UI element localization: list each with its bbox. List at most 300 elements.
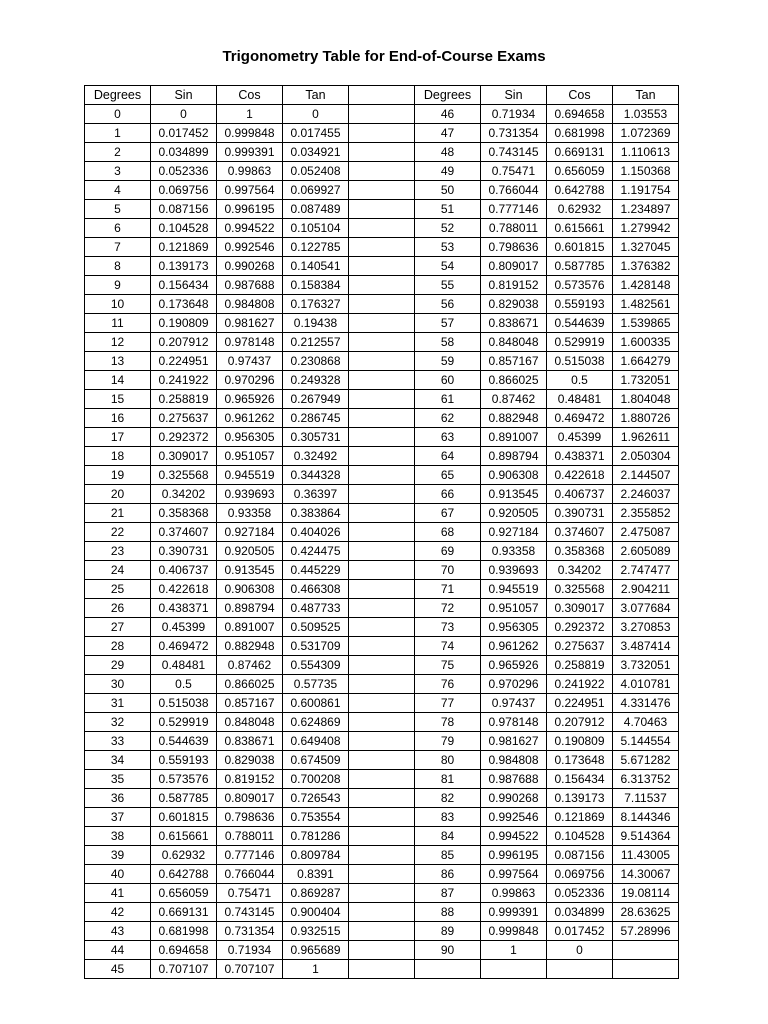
table-row — [85, 960, 679, 979]
left-tan-cell: 0.869287 — [283, 884, 349, 903]
right-degrees-cell: 49 — [415, 162, 481, 181]
right-sin-cell: 0.970296 — [481, 675, 547, 694]
left-cos-cell: 0.984808 — [217, 295, 283, 314]
table-row — [85, 409, 679, 428]
right-sin-cell: 0.965926 — [481, 656, 547, 675]
right-cos-cell: 0.309017 — [547, 599, 613, 618]
left-degrees-cell: 1 — [85, 124, 151, 143]
right-degrees-cell: 78 — [415, 713, 481, 732]
right-degrees-cell: 61 — [415, 390, 481, 409]
right-cos-cell: 0.017452 — [547, 922, 613, 941]
right-tan-cell: 14.30067 — [613, 865, 679, 884]
right-degrees-cell: 51 — [415, 200, 481, 219]
gap-cell — [349, 333, 415, 352]
left-degrees-cell: 41 — [85, 884, 151, 903]
right-sin-cell: 0.819152 — [481, 276, 547, 295]
left-cos-cell: 0.838671 — [217, 732, 283, 751]
right-cos-cell: 0.052336 — [547, 884, 613, 903]
right-tan-cell: 4.010781 — [613, 675, 679, 694]
left-degrees-cell: 17 — [85, 428, 151, 447]
left-cos-cell: 0.882948 — [217, 637, 283, 656]
right-sin-cell: 0.920505 — [481, 504, 547, 523]
left-cos-cell: 0.906308 — [217, 580, 283, 599]
right-tan-cell: 2.904211 — [613, 580, 679, 599]
left-sin-cell: 0.241922 — [151, 371, 217, 390]
gap-cell — [349, 599, 415, 618]
left-cos-cell: 0.788011 — [217, 827, 283, 846]
left-sin-cell: 0.529919 — [151, 713, 217, 732]
right-tan-cell: 1.962611 — [613, 428, 679, 447]
table-row — [85, 656, 679, 675]
left-sin-cell: 0.681998 — [151, 922, 217, 941]
left-tan-cell: 0.932515 — [283, 922, 349, 941]
table-row — [85, 162, 679, 181]
left-cos-cell: 0.829038 — [217, 751, 283, 770]
left-cos-cell: 0.87462 — [217, 656, 283, 675]
left-tan-cell: 0.781286 — [283, 827, 349, 846]
right-cos-cell: 0.681998 — [547, 124, 613, 143]
right-tan-cell: 2.747477 — [613, 561, 679, 580]
right-cos-cell: 0.669131 — [547, 143, 613, 162]
right-tan-cell: 2.050304 — [613, 447, 679, 466]
left-sin-cell: 0.48481 — [151, 656, 217, 675]
right-tan-cell: 11.43005 — [613, 846, 679, 865]
left-cos-cell: 0.970296 — [217, 371, 283, 390]
right-degrees-cell: 82 — [415, 789, 481, 808]
header-cos-right: Cos — [547, 86, 613, 105]
left-degrees-cell: 8 — [85, 257, 151, 276]
gap-cell — [349, 162, 415, 181]
left-sin-cell: 0.207912 — [151, 333, 217, 352]
left-cos-cell: 0.97437 — [217, 352, 283, 371]
left-tan-cell: 0 — [283, 105, 349, 124]
right-tan-cell: 1.110613 — [613, 143, 679, 162]
right-tan-cell: 3.732051 — [613, 656, 679, 675]
left-sin-cell: 0.292372 — [151, 428, 217, 447]
table-row — [85, 732, 679, 751]
left-tan-cell: 0.965689 — [283, 941, 349, 960]
right-degrees-cell: 62 — [415, 409, 481, 428]
gap-cell — [349, 314, 415, 333]
right-sin-cell: 0.992546 — [481, 808, 547, 827]
left-tan-cell: 0.305731 — [283, 428, 349, 447]
gap-cell — [349, 960, 415, 979]
right-tan-cell: 19.08114 — [613, 884, 679, 903]
left-degrees-cell: 7 — [85, 238, 151, 257]
table-row — [85, 770, 679, 789]
table-row — [85, 542, 679, 561]
right-sin-cell — [481, 960, 547, 979]
right-degrees-cell: 89 — [415, 922, 481, 941]
table-row — [85, 200, 679, 219]
left-cos-cell: 0.981627 — [217, 314, 283, 333]
header-tan-right: Tan — [613, 86, 679, 105]
right-tan-cell — [613, 941, 679, 960]
right-cos-cell: 0.642788 — [547, 181, 613, 200]
right-sin-cell: 0.71934 — [481, 105, 547, 124]
table-row — [85, 238, 679, 257]
left-degrees-cell: 38 — [85, 827, 151, 846]
gap-cell — [349, 675, 415, 694]
gap-cell — [349, 808, 415, 827]
right-cos-cell: 0.190809 — [547, 732, 613, 751]
right-degrees-cell: 52 — [415, 219, 481, 238]
right-cos-cell: 0.544639 — [547, 314, 613, 333]
left-tan-cell: 0.034921 — [283, 143, 349, 162]
right-degrees-cell: 72 — [415, 599, 481, 618]
table-row — [85, 789, 679, 808]
right-degrees-cell: 67 — [415, 504, 481, 523]
left-degrees-cell: 24 — [85, 561, 151, 580]
right-degrees-cell: 46 — [415, 105, 481, 124]
right-cos-cell: 0.104528 — [547, 827, 613, 846]
right-sin-cell: 0.913545 — [481, 485, 547, 504]
left-degrees-cell: 25 — [85, 580, 151, 599]
gap-cell — [349, 485, 415, 504]
left-tan-cell: 0.753554 — [283, 808, 349, 827]
left-sin-cell: 0.190809 — [151, 314, 217, 333]
left-cos-cell: 0.956305 — [217, 428, 283, 447]
left-degrees-cell: 14 — [85, 371, 151, 390]
left-degrees-cell: 30 — [85, 675, 151, 694]
gap-cell — [349, 105, 415, 124]
left-degrees-cell: 6 — [85, 219, 151, 238]
right-sin-cell: 0.891007 — [481, 428, 547, 447]
header-degrees-right: Degrees — [415, 86, 481, 105]
header-sin-left: Sin — [151, 86, 217, 105]
gap-cell — [349, 713, 415, 732]
right-tan-cell: 3.077684 — [613, 599, 679, 618]
right-degrees-cell: 79 — [415, 732, 481, 751]
right-sin-cell: 0.956305 — [481, 618, 547, 637]
left-tan-cell: 1 — [283, 960, 349, 979]
left-degrees-cell: 28 — [85, 637, 151, 656]
gap-cell — [349, 181, 415, 200]
table-row — [85, 618, 679, 637]
left-cos-cell: 0.707107 — [217, 960, 283, 979]
gap-cell — [349, 542, 415, 561]
gap-cell — [349, 618, 415, 637]
right-sin-cell: 0.997564 — [481, 865, 547, 884]
right-sin-cell: 0.994522 — [481, 827, 547, 846]
right-tan-cell: 6.313752 — [613, 770, 679, 789]
gap-cell — [349, 580, 415, 599]
left-cos-cell: 0.920505 — [217, 542, 283, 561]
left-sin-cell: 0.544639 — [151, 732, 217, 751]
left-tan-cell: 0.122785 — [283, 238, 349, 257]
left-degrees-cell: 20 — [85, 485, 151, 504]
table-row — [85, 181, 679, 200]
left-tan-cell: 0.140541 — [283, 257, 349, 276]
gap-cell — [349, 789, 415, 808]
left-degrees-cell: 4 — [85, 181, 151, 200]
right-sin-cell: 0.945519 — [481, 580, 547, 599]
right-cos-cell: 0.438371 — [547, 447, 613, 466]
right-degrees-cell: 76 — [415, 675, 481, 694]
table-row — [85, 390, 679, 409]
right-tan-cell: 2.605089 — [613, 542, 679, 561]
table-row — [85, 523, 679, 542]
right-degrees-cell: 71 — [415, 580, 481, 599]
table-row — [85, 941, 679, 960]
left-degrees-cell: 37 — [85, 808, 151, 827]
right-degrees-cell: 80 — [415, 751, 481, 770]
table-row — [85, 447, 679, 466]
right-sin-cell: 0.996195 — [481, 846, 547, 865]
left-tan-cell: 0.087489 — [283, 200, 349, 219]
right-sin-cell: 0.906308 — [481, 466, 547, 485]
right-cos-cell: 0.121869 — [547, 808, 613, 827]
left-degrees-cell: 27 — [85, 618, 151, 637]
left-sin-cell: 0.121869 — [151, 238, 217, 257]
right-tan-cell: 1.804048 — [613, 390, 679, 409]
table-body — [85, 105, 679, 979]
left-tan-cell: 0.176327 — [283, 295, 349, 314]
right-degrees-cell: 54 — [415, 257, 481, 276]
left-cos-cell: 0.866025 — [217, 675, 283, 694]
right-sin-cell: 0.743145 — [481, 143, 547, 162]
left-sin-cell: 0.422618 — [151, 580, 217, 599]
right-tan-cell: 2.144507 — [613, 466, 679, 485]
left-tan-cell: 0.36397 — [283, 485, 349, 504]
gap-cell — [349, 390, 415, 409]
gap-cell — [349, 124, 415, 143]
table-row — [85, 485, 679, 504]
table-row — [85, 504, 679, 523]
right-tan-cell: 1.428148 — [613, 276, 679, 295]
right-sin-cell: 0.99863 — [481, 884, 547, 903]
right-cos-cell: 0.374607 — [547, 523, 613, 542]
table-row — [85, 561, 679, 580]
gap-cell — [349, 428, 415, 447]
left-sin-cell: 0.62932 — [151, 846, 217, 865]
right-tan-cell: 4.331476 — [613, 694, 679, 713]
left-cos-cell: 0.965926 — [217, 390, 283, 409]
right-cos-cell: 0.224951 — [547, 694, 613, 713]
left-tan-cell: 0.230868 — [283, 352, 349, 371]
right-cos-cell: 0.034899 — [547, 903, 613, 922]
left-degrees-cell: 26 — [85, 599, 151, 618]
left-degrees-cell: 18 — [85, 447, 151, 466]
left-cos-cell: 0.987688 — [217, 276, 283, 295]
left-tan-cell: 0.487733 — [283, 599, 349, 618]
right-cos-cell: 0.241922 — [547, 675, 613, 694]
right-cos-cell: 0.139173 — [547, 789, 613, 808]
right-tan-cell: 28.63625 — [613, 903, 679, 922]
left-sin-cell: 0.139173 — [151, 257, 217, 276]
right-sin-cell: 0.866025 — [481, 371, 547, 390]
right-cos-cell: 0.422618 — [547, 466, 613, 485]
right-sin-cell: 0.766044 — [481, 181, 547, 200]
left-degrees-cell: 13 — [85, 352, 151, 371]
left-cos-cell: 0.999848 — [217, 124, 283, 143]
left-tan-cell: 0.383864 — [283, 504, 349, 523]
right-degrees-cell: 75 — [415, 656, 481, 675]
gap-cell — [349, 409, 415, 428]
left-cos-cell: 0.71934 — [217, 941, 283, 960]
left-sin-cell: 0.173648 — [151, 295, 217, 314]
page-title: Trigonometry Table for End-of-Course Exams — [222, 48, 546, 65]
left-sin-cell: 0.224951 — [151, 352, 217, 371]
right-degrees-cell: 69 — [415, 542, 481, 561]
left-sin-cell: 0.406737 — [151, 561, 217, 580]
left-sin-cell: 0.515038 — [151, 694, 217, 713]
right-sin-cell: 0.882948 — [481, 409, 547, 428]
table-row — [85, 295, 679, 314]
gap-cell — [349, 466, 415, 485]
gap-cell — [349, 238, 415, 257]
left-tan-cell: 0.531709 — [283, 637, 349, 656]
right-tan-cell: 3.270853 — [613, 618, 679, 637]
right-degrees-cell: 86 — [415, 865, 481, 884]
right-tan-cell: 1.600335 — [613, 333, 679, 352]
right-cos-cell: 0.615661 — [547, 219, 613, 238]
table-row — [85, 143, 679, 162]
left-cos-cell: 1 — [217, 105, 283, 124]
header-degrees-left: Degrees — [85, 86, 151, 105]
header-cos-left: Cos — [217, 86, 283, 105]
header-tan-left: Tan — [283, 86, 349, 105]
left-sin-cell: 0.559193 — [151, 751, 217, 770]
left-tan-cell: 0.649408 — [283, 732, 349, 751]
left-degrees-cell: 31 — [85, 694, 151, 713]
right-cos-cell: 0.156434 — [547, 770, 613, 789]
table-row — [85, 466, 679, 485]
right-cos-cell: 0.275637 — [547, 637, 613, 656]
left-sin-cell: 0 — [151, 105, 217, 124]
table-row — [85, 371, 679, 390]
right-sin-cell: 0.731354 — [481, 124, 547, 143]
table-row — [85, 428, 679, 447]
left-cos-cell: 0.939693 — [217, 485, 283, 504]
table-row — [85, 846, 679, 865]
left-cos-cell: 0.992546 — [217, 238, 283, 257]
table-row — [85, 333, 679, 352]
left-tan-cell: 0.286745 — [283, 409, 349, 428]
left-degrees-cell: 40 — [85, 865, 151, 884]
right-tan-cell: 1.072369 — [613, 124, 679, 143]
right-sin-cell: 0.984808 — [481, 751, 547, 770]
left-tan-cell: 0.158384 — [283, 276, 349, 295]
left-degrees-cell: 21 — [85, 504, 151, 523]
left-tan-cell: 0.404026 — [283, 523, 349, 542]
table-row — [85, 599, 679, 618]
left-sin-cell: 0.309017 — [151, 447, 217, 466]
right-degrees-cell: 90 — [415, 941, 481, 960]
gap-cell — [349, 143, 415, 162]
right-sin-cell: 0.999391 — [481, 903, 547, 922]
right-tan-cell: 1.664279 — [613, 352, 679, 371]
table-row — [85, 276, 679, 295]
right-sin-cell: 0.838671 — [481, 314, 547, 333]
left-tan-cell: 0.600861 — [283, 694, 349, 713]
gap-cell — [349, 371, 415, 390]
left-degrees-cell: 45 — [85, 960, 151, 979]
left-sin-cell: 0.615661 — [151, 827, 217, 846]
left-tan-cell: 0.19438 — [283, 314, 349, 333]
right-tan-cell: 1.234897 — [613, 200, 679, 219]
right-degrees-cell: 77 — [415, 694, 481, 713]
right-cos-cell: 0.258819 — [547, 656, 613, 675]
left-sin-cell: 0.258819 — [151, 390, 217, 409]
left-sin-cell: 0.669131 — [151, 903, 217, 922]
left-cos-cell: 0.798636 — [217, 808, 283, 827]
right-degrees-cell: 56 — [415, 295, 481, 314]
right-degrees-cell: 87 — [415, 884, 481, 903]
right-tan-cell: 2.246037 — [613, 485, 679, 504]
table-row — [85, 922, 679, 941]
left-cos-cell: 0.766044 — [217, 865, 283, 884]
table-row — [85, 751, 679, 770]
right-degrees-cell: 84 — [415, 827, 481, 846]
left-degrees-cell: 5 — [85, 200, 151, 219]
left-sin-cell: 0.374607 — [151, 523, 217, 542]
left-degrees-cell: 32 — [85, 713, 151, 732]
left-degrees-cell: 36 — [85, 789, 151, 808]
right-degrees-cell: 48 — [415, 143, 481, 162]
right-cos-cell: 0.601815 — [547, 238, 613, 257]
left-sin-cell: 0.156434 — [151, 276, 217, 295]
right-degrees-cell: 63 — [415, 428, 481, 447]
right-degrees-cell: 68 — [415, 523, 481, 542]
right-sin-cell: 0.978148 — [481, 713, 547, 732]
right-degrees-cell: 73 — [415, 618, 481, 637]
right-tan-cell: 1.279942 — [613, 219, 679, 238]
left-degrees-cell: 9 — [85, 276, 151, 295]
table-row — [85, 314, 679, 333]
right-cos-cell: 0.48481 — [547, 390, 613, 409]
right-degrees-cell: 53 — [415, 238, 481, 257]
right-tan-cell: 1.376382 — [613, 257, 679, 276]
table-row — [85, 808, 679, 827]
right-tan-cell: 1.191754 — [613, 181, 679, 200]
left-cos-cell: 0.857167 — [217, 694, 283, 713]
left-cos-cell: 0.731354 — [217, 922, 283, 941]
left-tan-cell: 0.017455 — [283, 124, 349, 143]
gap-cell — [349, 295, 415, 314]
table-row — [85, 675, 679, 694]
left-cos-cell: 0.75471 — [217, 884, 283, 903]
right-tan-cell: 1.327045 — [613, 238, 679, 257]
left-sin-cell: 0.069756 — [151, 181, 217, 200]
gap-cell — [349, 846, 415, 865]
gap-cell — [349, 257, 415, 276]
right-sin-cell: 0.999848 — [481, 922, 547, 941]
table-row — [85, 884, 679, 903]
left-cos-cell: 0.913545 — [217, 561, 283, 580]
left-tan-cell: 0.212557 — [283, 333, 349, 352]
left-tan-cell: 0.700208 — [283, 770, 349, 789]
right-degrees-cell: 83 — [415, 808, 481, 827]
right-tan-cell: 1.03553 — [613, 105, 679, 124]
header-gap — [349, 86, 415, 105]
left-sin-cell: 0.325568 — [151, 466, 217, 485]
left-cos-cell: 0.961262 — [217, 409, 283, 428]
left-degrees-cell: 33 — [85, 732, 151, 751]
right-degrees-cell: 55 — [415, 276, 481, 295]
right-sin-cell: 1 — [481, 941, 547, 960]
right-cos-cell: 0.173648 — [547, 751, 613, 770]
right-cos-cell: 0.62932 — [547, 200, 613, 219]
gap-cell — [349, 941, 415, 960]
right-degrees-cell: 85 — [415, 846, 481, 865]
right-cos-cell: 0.45399 — [547, 428, 613, 447]
right-cos-cell: 0.087156 — [547, 846, 613, 865]
right-sin-cell: 0.961262 — [481, 637, 547, 656]
left-degrees-cell: 34 — [85, 751, 151, 770]
right-sin-cell: 0.777146 — [481, 200, 547, 219]
gap-cell — [349, 200, 415, 219]
